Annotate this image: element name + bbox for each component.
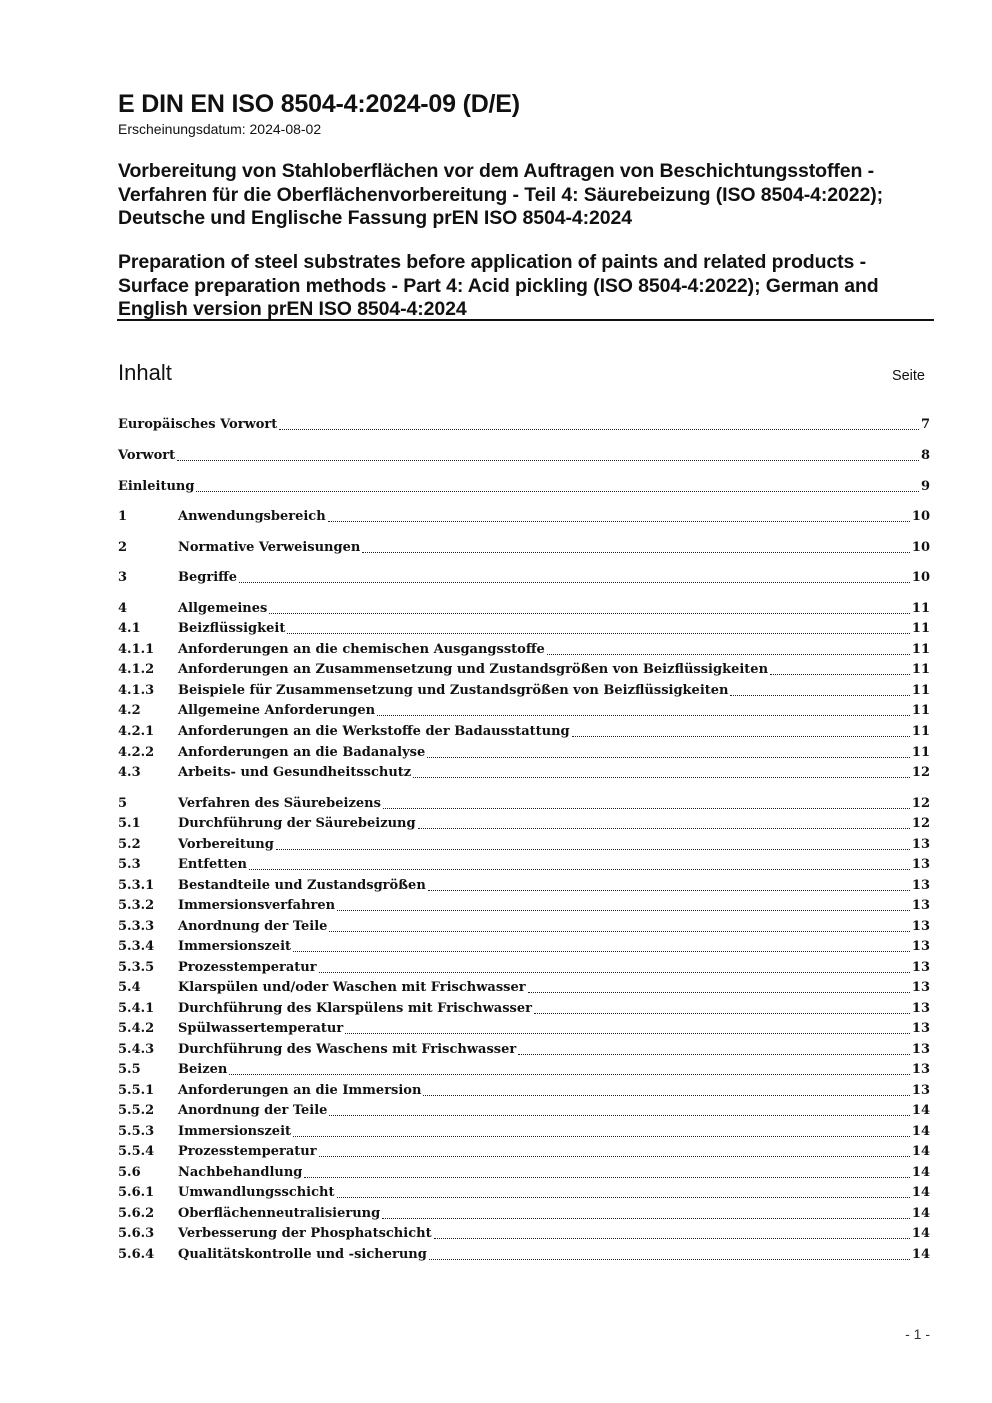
toc-entry[interactable] <box>118 1203 930 1223</box>
toc-entry-page: 13 <box>911 980 930 995</box>
toc-entry[interactable] <box>118 567 930 587</box>
toc-entry[interactable] <box>118 875 930 895</box>
toc-entry[interactable] <box>118 854 930 874</box>
toc-dot-leader <box>177 460 919 461</box>
toc-dot-leader <box>279 429 919 430</box>
toc-dot-leader <box>534 1013 910 1014</box>
toc-entry-number: 4.1.2 <box>118 662 155 677</box>
toc-entry-number: 4 <box>118 601 128 616</box>
toc-entry-page: 12 <box>911 796 930 811</box>
toc-entry[interactable] <box>118 1223 930 1243</box>
toc-entry-number: 5.5.1 <box>118 1083 155 1098</box>
document-number: E DIN EN ISO 8504-4:2024-09 (D/E) <box>118 90 520 118</box>
toc-entry-page: 13 <box>911 1083 930 1098</box>
toc-entry-title: Verbesserung der Phosphatschicht <box>178 1226 432 1241</box>
toc-dot-leader <box>730 695 909 696</box>
toc-entry-title: Anforderungen an die Immersion <box>178 1083 422 1098</box>
toc-dot-leader <box>319 972 910 973</box>
toc-dot-leader <box>304 1177 910 1178</box>
toc-entry[interactable] <box>118 957 930 977</box>
toc-dot-leader <box>428 890 910 891</box>
toc-entry[interactable] <box>118 1039 930 1059</box>
toc-dot-leader <box>423 1095 909 1096</box>
toc-entry-title: Qualitätskontrolle und -sicherung <box>178 1247 427 1262</box>
toc-entry-number: 5.6.4 <box>118 1247 155 1262</box>
toc-entry-page: 13 <box>911 1042 930 1057</box>
toc-dot-leader <box>413 777 910 778</box>
toc-entry-page: 14 <box>911 1144 930 1159</box>
toc-entry-number: 5.3.4 <box>118 939 155 954</box>
toc-dot-leader <box>319 1156 910 1157</box>
toc-entry-number: 5.6.3 <box>118 1226 155 1241</box>
toc-dot-leader <box>239 582 910 583</box>
toc-entry-number: 1 <box>118 509 128 524</box>
toc-entry-page: 13 <box>911 939 930 954</box>
toc-dot-leader <box>196 491 919 492</box>
toc-entry[interactable] <box>118 506 930 526</box>
toc-entry-title: Beispiele für Zusammensetzung und Zustandsgrößen von Beizflüssigkeiten <box>178 683 729 698</box>
toc-entry-number: 5.4 <box>118 980 141 995</box>
toc-entry-page: 13 <box>911 898 930 913</box>
toc-entry-number: 5.3.3 <box>118 919 155 934</box>
toc-entry-title: Verfahren des Säurebeizens <box>178 796 381 811</box>
toc-entry-title: Anforderungen an die chemischen Ausgangsstoffe <box>178 642 545 657</box>
title-divider <box>117 319 934 321</box>
toc-dot-leader <box>276 849 910 850</box>
toc-dot-leader <box>229 1074 910 1075</box>
toc-entry-title: Nachbehandlung <box>178 1165 303 1180</box>
toc-entry-number: 5.5.2 <box>118 1103 155 1118</box>
toc-entry[interactable] <box>118 1162 930 1182</box>
toc-entry-page: 7 <box>920 417 930 432</box>
toc-entry[interactable] <box>118 813 930 833</box>
german-title-line: Deutsche und Englische Fassung prEN ISO 8504-4:2024 <box>118 207 632 229</box>
toc-entry[interactable] <box>118 998 930 1018</box>
toc-dot-leader <box>429 1259 910 1260</box>
toc-entry-title: Allgemeines <box>178 601 268 616</box>
toc-entry[interactable] <box>118 1182 930 1202</box>
toc-entry[interactable] <box>118 680 930 700</box>
toc-entry-title: Prozesstemperatur <box>178 1144 317 1159</box>
toc-entry-page: 10 <box>911 509 930 524</box>
toc-entry-page: 11 <box>911 601 930 616</box>
english-title-line: Surface preparation methods - Part 4: Acid pickling (ISO 8504-4:2022); German and <box>118 274 879 297</box>
english-title-line: Preparation of steel substrates before application of paints and related products - <box>118 251 867 273</box>
toc-entry-page: 13 <box>911 960 930 975</box>
toc-entry-number: 4.1.1 <box>118 642 155 657</box>
toc-entry[interactable] <box>118 916 930 936</box>
toc-entry-number: 5.3.5 <box>118 960 155 975</box>
toc-entry-page: 11 <box>911 662 930 677</box>
toc-entry-title: Europäisches Vorwort <box>118 417 278 432</box>
toc-entry-page: 14 <box>911 1103 930 1118</box>
toc-entry-title: Arbeits- und Gesundheitsschutz <box>178 765 412 780</box>
toc-dot-leader <box>434 1238 910 1239</box>
toc-dot-leader <box>362 552 910 553</box>
toc-entry[interactable] <box>118 793 930 813</box>
toc-entry-title: Umwandlungsschicht <box>178 1185 335 1200</box>
toc-entry-title: Immersionsverfahren <box>178 898 336 913</box>
toc-entry-page: 11 <box>911 724 930 739</box>
toc-dot-leader <box>518 1054 910 1055</box>
toc-entry-page: 11 <box>911 745 930 760</box>
toc-entry-number: 4.2 <box>118 703 141 718</box>
toc-entry[interactable] <box>118 742 930 762</box>
toc-entry-page: 13 <box>911 857 930 872</box>
toc-entry[interactable] <box>118 700 930 720</box>
toc-entry-page: 13 <box>911 1001 930 1016</box>
english-title-line: English version prEN ISO 8504-4:2024 <box>118 298 467 320</box>
toc-entry-page: 12 <box>911 765 930 780</box>
toc-entry-title: Klarspülen und/oder Waschen mit Frischwasser <box>178 980 526 995</box>
toc-entry-title: Begriffe <box>178 570 238 585</box>
toc-entry-page: 9 <box>920 479 930 494</box>
toc-entry[interactable] <box>118 1059 930 1079</box>
toc-entry-number: 5.5 <box>118 1062 141 1077</box>
toc-dot-leader <box>287 633 910 634</box>
toc-entry-number: 2 <box>118 540 128 555</box>
toc-entry-title: Oberflächenneutralisierung <box>178 1206 381 1221</box>
toc-entry-number: 5.6.2 <box>118 1206 155 1221</box>
toc-entry-number: 3 <box>118 570 128 585</box>
toc-entry[interactable] <box>118 977 930 997</box>
toc-entry-title: Anforderungen an Zusammensetzung und Zustandsgrößen von Beizflüssigkeiten <box>178 662 769 677</box>
toc-entry-title: Immersionszeit <box>178 939 292 954</box>
toc-entry[interactable] <box>118 834 930 854</box>
toc-entry-title: Anordnung der Teile <box>178 1103 328 1118</box>
toc-entry-title: Allgemeine Anforderungen <box>178 703 376 718</box>
toc-entry[interactable] <box>118 618 930 638</box>
toc-entry-title: Immersionszeit <box>178 1124 292 1139</box>
toc-entry-page: 10 <box>911 570 930 585</box>
page-number: - 1 - <box>905 1326 930 1342</box>
toc-entry[interactable] <box>118 537 930 557</box>
toc-entry[interactable] <box>118 659 930 679</box>
toc-entry-number: 5.4.2 <box>118 1021 155 1036</box>
toc-entry[interactable] <box>118 1141 930 1161</box>
toc-entry-number: 5.5.4 <box>118 1144 155 1159</box>
toc-dot-leader <box>418 828 910 829</box>
toc-entry[interactable] <box>118 476 930 496</box>
toc-entry-number: 5.6.1 <box>118 1185 155 1200</box>
toc-entry-number: 5 <box>118 796 128 811</box>
toc-entry-number: 5.3.1 <box>118 878 155 893</box>
toc-entry-title: Beizen <box>178 1062 228 1077</box>
german-title-line: Verfahren für die Oberflächenvorbereitung - Teil 4: Säurebeizung (ISO 8504-4:2022); <box>118 183 884 206</box>
toc-entry-number: 5.6 <box>118 1165 141 1180</box>
german-title-line: Vorbereitung von Stahloberflächen vor dem Auftragen von Beschichtungsstoffen - <box>118 160 875 182</box>
toc-entry[interactable] <box>118 762 930 782</box>
toc-entry-page: 14 <box>911 1165 930 1180</box>
toc-entry-page: 12 <box>911 816 930 831</box>
toc-entry-number: 5.2 <box>118 837 141 852</box>
toc-entry[interactable] <box>118 1080 930 1100</box>
toc-entry-page: 11 <box>911 621 930 636</box>
toc-entry-page: 11 <box>911 683 930 698</box>
toc-dot-leader <box>328 521 910 522</box>
toc-entry-page: 11 <box>911 642 930 657</box>
toc-entry[interactable] <box>118 1018 930 1038</box>
toc-entry-page: 13 <box>911 837 930 852</box>
toc-entry-number: 5.4.1 <box>118 1001 155 1016</box>
toc-entry-page: 14 <box>911 1185 930 1200</box>
toc-entry-title: Bestandteile und Zustandsgrößen <box>178 878 426 893</box>
toc-entry-page: 10 <box>911 540 930 555</box>
toc-entry-title: Anwendungsbereich <box>178 509 326 524</box>
toc-entry[interactable] <box>118 445 930 465</box>
english-title <box>118 251 933 322</box>
toc-entry-page: 8 <box>920 448 930 463</box>
toc-entry-title: Prozesstemperatur <box>178 960 317 975</box>
toc-dot-leader <box>382 1218 910 1219</box>
toc-entry-number: 5.1 <box>118 816 141 831</box>
toc-page-label: Seite <box>891 368 925 384</box>
toc-entry-title: Durchführung des Waschens mit Frischwasser <box>178 1042 517 1057</box>
toc-entry-number: 5.3.2 <box>118 898 155 913</box>
toc-entry[interactable] <box>118 1244 930 1264</box>
toc-dot-leader <box>377 715 910 716</box>
toc-entry[interactable] <box>118 598 930 618</box>
toc-entry-title: Entfetten <box>178 857 247 872</box>
toc-entry-page: 13 <box>911 919 930 934</box>
toc-entry[interactable] <box>118 721 930 741</box>
toc-dot-leader <box>329 1115 909 1116</box>
toc-entry-page: 14 <box>911 1226 930 1241</box>
toc-dot-leader <box>345 1033 910 1034</box>
toc-entry-title: Einleitung <box>118 479 195 494</box>
toc-entry-page: 13 <box>911 1021 930 1036</box>
toc-entry-number: 4.1 <box>118 621 141 636</box>
toc-entry-page: 13 <box>911 878 930 893</box>
toc-entry[interactable] <box>118 414 930 434</box>
toc-entry-title: Durchführung des Klarspülens mit Frischwasser <box>178 1001 532 1016</box>
toc-entry-title: Beizflüssigkeit <box>178 621 286 636</box>
toc-entry[interactable] <box>118 639 930 659</box>
toc-dot-leader <box>427 757 910 758</box>
toc-dot-leader <box>383 808 910 809</box>
publication-date: Erscheinungsdatum: 2024-08-02 <box>118 121 322 137</box>
toc-entry[interactable] <box>118 895 930 915</box>
toc-dot-leader <box>337 1197 910 1198</box>
toc-dot-leader <box>337 910 910 911</box>
toc-entry-page: 11 <box>911 703 930 718</box>
toc-dot-leader <box>269 613 910 614</box>
toc-dot-leader <box>249 869 910 870</box>
toc-entry-number: 4.2.2 <box>118 745 155 760</box>
toc-entry-page: 13 <box>911 1062 930 1077</box>
toc-entry-title: Spülwassertemperatur <box>178 1021 344 1036</box>
toc-entry[interactable] <box>118 1121 930 1141</box>
toc-dot-leader <box>547 654 910 655</box>
toc-entry[interactable] <box>118 936 930 956</box>
toc-entry-number: 4.3 <box>118 765 141 780</box>
toc-dot-leader <box>528 992 910 993</box>
toc-entry-title: Durchführung der Säurebeizung <box>178 816 416 831</box>
toc-entry-number: 4.1.3 <box>118 683 155 698</box>
toc-entry-number: 5.4.3 <box>118 1042 155 1057</box>
toc-entry-number: 4.2.1 <box>118 724 155 739</box>
toc-heading: Inhalt <box>118 360 172 385</box>
toc-entry-title: Anordnung der Teile <box>178 919 328 934</box>
toc-entry-title: Anforderungen an die Badanalyse <box>178 745 426 760</box>
toc-entry-number: 5.5.3 <box>118 1124 155 1139</box>
toc-dot-leader <box>770 674 910 675</box>
toc-entry-page: 14 <box>911 1206 930 1221</box>
toc-entry-title: Vorbereitung <box>178 837 274 852</box>
toc-dot-leader <box>329 931 909 932</box>
toc-entry-title: Vorwort <box>118 448 176 463</box>
toc-dot-leader <box>572 736 910 737</box>
toc-entry-title: Anforderungen an die Werkstoffe der Badausstattung <box>178 724 570 739</box>
toc-entry-page: 14 <box>911 1124 930 1139</box>
toc-entry-page: 14 <box>911 1247 930 1262</box>
toc-entry-title: Normative Verweisungen <box>178 540 361 555</box>
toc-entry-number: 5.3 <box>118 857 141 872</box>
toc-dot-leader <box>293 951 910 952</box>
german-title <box>118 160 933 231</box>
toc-dot-leader <box>293 1136 910 1137</box>
toc-entry[interactable] <box>118 1100 930 1120</box>
